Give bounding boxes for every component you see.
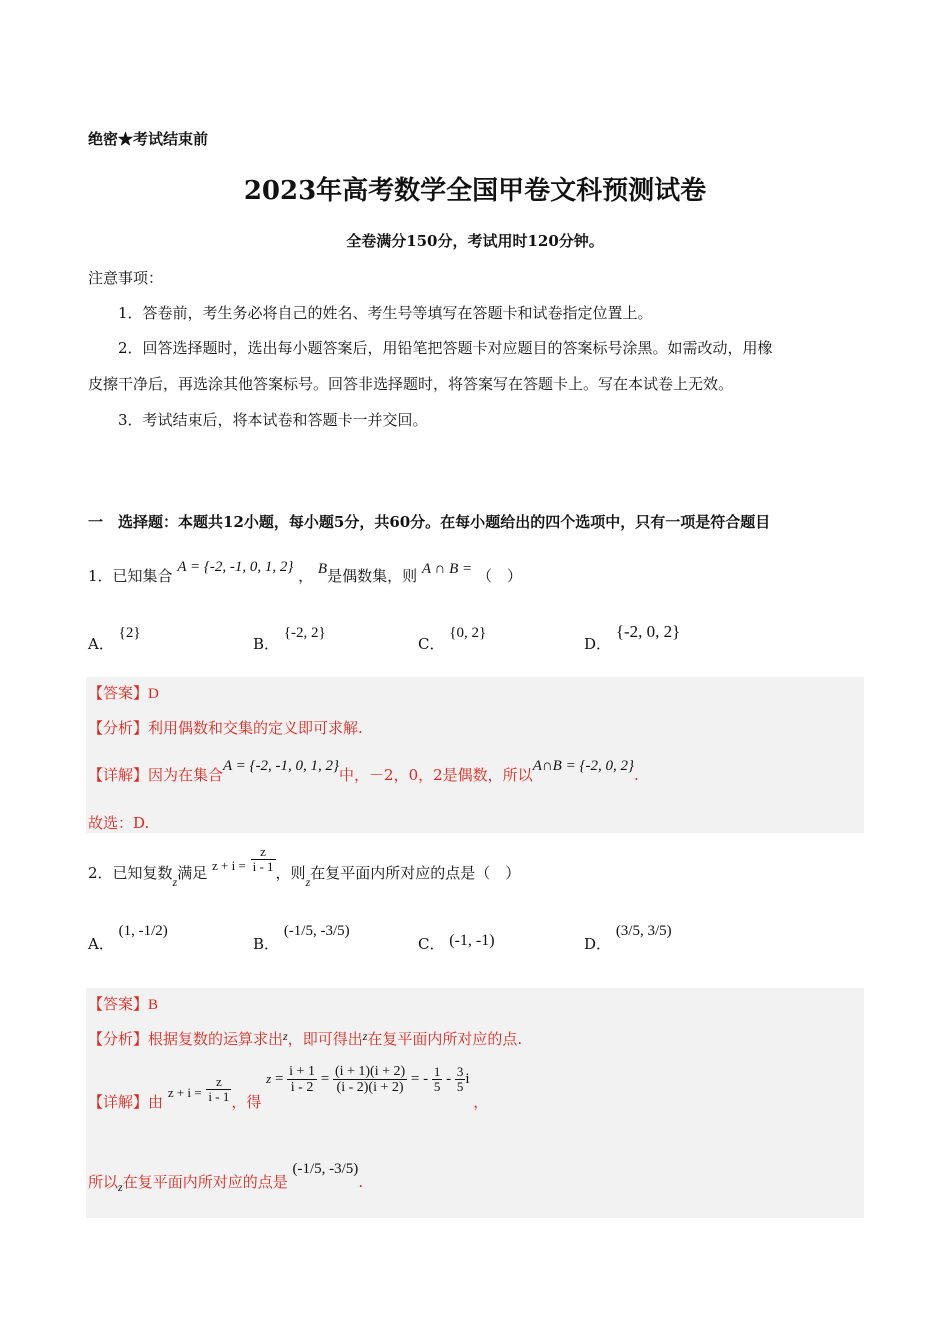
q2-option-c: [418, 905, 495, 953]
final-end: .: [358, 1173, 364, 1191]
answer-label: 【答案】: [88, 995, 149, 1013]
option-value: {-2, 0, 2}: [615, 622, 681, 641]
detail-prefix: 因为在集合: [148, 766, 224, 784]
q2-stem-suffix: 在复平面内所对应的点是（ ）: [310, 863, 521, 882]
frac-num: z: [206, 1075, 231, 1090]
q1-option-a: [88, 625, 141, 654]
section-title: 一 选择题：本题共12小题，每小题5分，共60分。在每小题给出的四个选项中，只有一项是符合题目: [88, 513, 771, 531]
analysis-label: 【分析】: [88, 1030, 149, 1048]
detail-result: A∩B = {-2, 0, 2}: [532, 758, 634, 774]
detail-prefix: 由: [148, 1093, 164, 1112]
q2-eq-fraction: [251, 845, 276, 875]
z-var: z: [283, 1029, 288, 1043]
q2-eq-left: z + i =: [212, 857, 246, 873]
option-letter: D．: [584, 635, 612, 653]
question-1-stem: [88, 559, 522, 586]
detail-end: ，: [473, 1093, 489, 1112]
q2-option-b: [253, 905, 350, 953]
q2-stem-mid2: ，则: [275, 863, 306, 882]
detail-label: 【详解】: [88, 1093, 149, 1112]
q1-option-b: [253, 625, 326, 654]
detail-mid: 中，－2，0，2是偶数，所以: [339, 766, 533, 784]
q1-option-c: [418, 625, 487, 654]
detail-end: .: [633, 766, 639, 784]
q2-z-var: z: [305, 874, 311, 889]
option-letter: B．: [253, 935, 280, 953]
frac-den: i - 1: [252, 859, 274, 875]
page-title: 2023年高考数学全国甲卷文科预测试卷: [243, 176, 707, 206]
final-point: (-1/5, -3/5): [292, 1161, 359, 1177]
analysis-label: 【分析】: [88, 719, 149, 737]
notes-item: 3．考试结束后，将本试卷和答题卡一并交回。: [118, 411, 428, 429]
answer-label: 【答案】: [88, 684, 149, 702]
frac-num: z: [251, 845, 276, 860]
option-letter: A．: [88, 635, 114, 653]
analysis-text: 利用偶数和交集的定义即可求解.: [148, 719, 363, 737]
analysis-suffix: 在复平面内所对应的点.: [367, 1030, 523, 1048]
analysis-prefix: 根据复数的运算求出: [148, 1030, 284, 1048]
q1-option-d: [584, 622, 681, 654]
detail-eq-fraction: [206, 1075, 231, 1105]
notes-item: 1．答卷前，考生务必将自己的姓名、考生号等填写在答题卡和试卷指定位置上。: [118, 304, 653, 322]
q1-conclusion: 故选：D.: [88, 814, 150, 832]
detail-set: A = {-2, -1, 0, 1, 2}: [223, 758, 340, 774]
final-prefix: 所以: [88, 1173, 119, 1191]
option-value: (3/5, 3/5): [615, 923, 672, 939]
notes-heading: 注意事项：: [88, 269, 164, 287]
analysis-mid: ，即可得出: [287, 1030, 363, 1048]
option-letter: A．: [88, 935, 114, 953]
q2-option-d: [584, 905, 672, 953]
answer-value: D: [148, 686, 159, 702]
confidential-label: 绝密★考试结束前: [88, 130, 209, 148]
notes-item: 皮擦干净后，再选涂其他答案标号。回答非选择题时，将答案写在答题卡上。写在本试卷上无效。: [88, 375, 734, 393]
option-value: (-1, -1): [449, 932, 495, 949]
z-var: z: [362, 1029, 368, 1043]
detail-label: 【详解】: [88, 766, 149, 784]
q2-option-a: [88, 905, 168, 953]
detail-mid: ，得: [231, 1093, 262, 1112]
z-var: z: [118, 1180, 123, 1194]
option-value: {-2, 2}: [283, 625, 326, 641]
final-mid: 在复平面内所对应的点是: [122, 1173, 288, 1191]
option-value: {0, 2}: [449, 625, 487, 641]
q1-stem-suffix: （ ）: [476, 567, 522, 585]
option-letter: C．: [418, 935, 445, 953]
q2-stem-prefix: 2．已知复数: [88, 863, 173, 882]
q2-final: [88, 1145, 364, 1194]
q1-stem-mid2: 是偶数集，则: [327, 567, 418, 585]
option-value: (-1/5, -3/5): [283, 923, 350, 939]
option-letter: D．: [584, 935, 612, 953]
q1-stem-prefix: 1．已知集合: [88, 567, 173, 585]
option-letter: C．: [418, 635, 445, 653]
q2-stem-mid: 满足: [177, 863, 208, 882]
q2-analysis: [88, 1028, 522, 1049]
q1-answer-box: [86, 677, 864, 833]
q1-answer: [88, 682, 159, 703]
option-value: {2}: [118, 625, 141, 641]
answer-value: B: [148, 997, 159, 1013]
q2-answer: [88, 993, 158, 1014]
question-2-stem: [88, 844, 521, 889]
detail-eq-left: z + i =: [167, 1085, 202, 1101]
q1-detail: [88, 758, 639, 785]
q2-detail: [88, 1060, 489, 1112]
page-subtitle: 全卷满分150分，考试用时120分钟。: [346, 232, 604, 250]
option-value: (1, -1/2): [118, 923, 168, 939]
q1-set-a: A = {-2, -1, 0, 1, 2}: [177, 559, 294, 575]
detail-derivation: z = $\frac{i + 1}{i - 2}$ = $\frac{(i + 1)(i + 2)}{(i - 2)(i + 2)}$ = - $\frac{1}{5}$ - $\frac{3}{5}$ i: [266, 1064, 474, 1096]
q1-expr: A ∩ B =: [421, 561, 473, 577]
q1-stem-mid: ，: [298, 567, 314, 585]
q2-z-var: z: [172, 874, 178, 889]
option-letter: B．: [253, 635, 280, 653]
q1-analysis: [88, 717, 363, 738]
frac-den: i - 1: [208, 1088, 230, 1104]
q1-b-var: B: [317, 561, 328, 577]
notes-item: 2．回答选择题时，选出每小题答案后，用铅笔把答题卡对应题目的答案标号涂黑。如需改动，用橡: [118, 339, 773, 357]
